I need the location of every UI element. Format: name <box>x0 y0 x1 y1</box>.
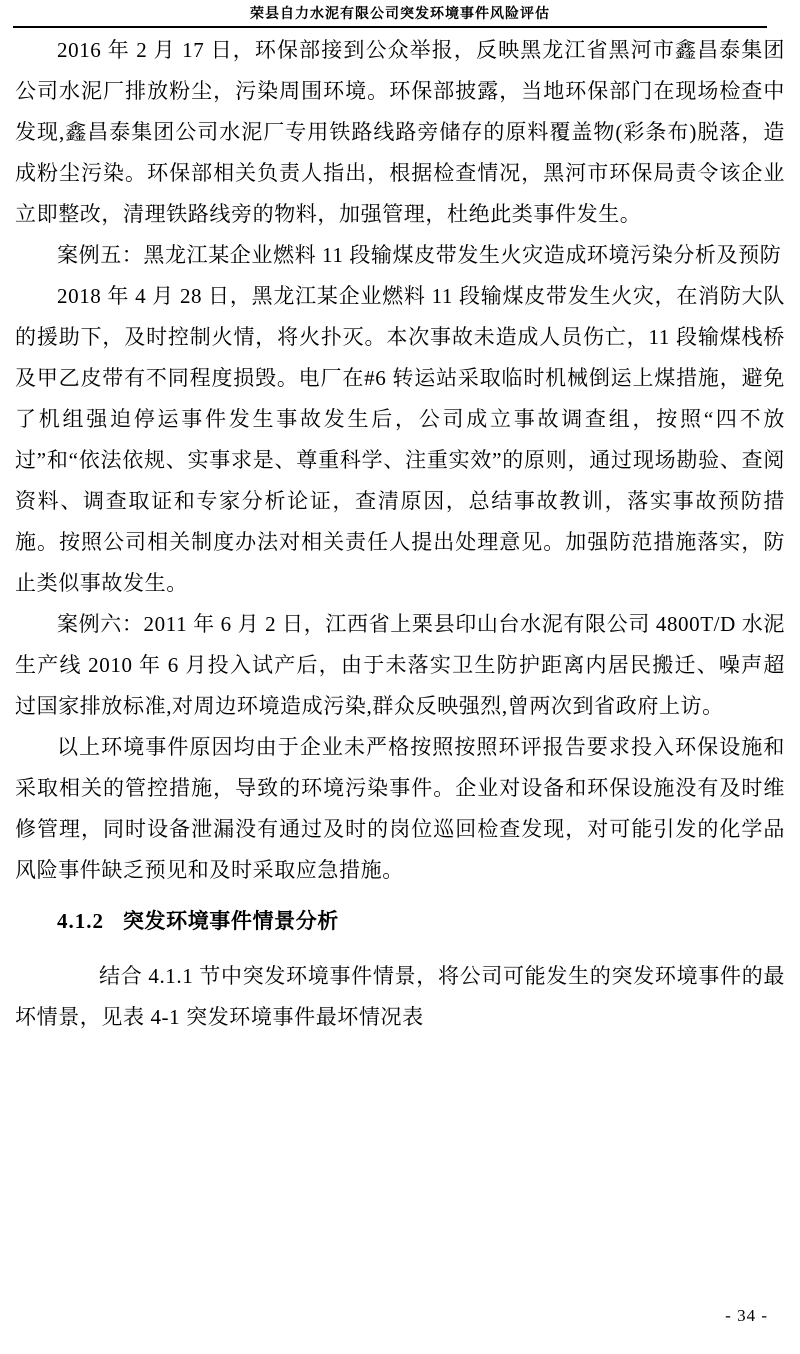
page-footer <box>725 1306 768 1326</box>
section-heading-number: 4.1.2 <box>57 909 104 933</box>
paragraph-incident-2016: 2016 年 2 月 17 日，环保部接到公众举报，反映黑龙江省黑河市鑫昌泰集团公司水泥厂排放粉尘，污染周围环境。环保部披露，当地环保部门在现场检查中发现,鑫昌泰集团公司水泥厂专用铁路线路旁储存的原料覆盖物(彩条布)脱落，造成粉尘污染。环保部相关负责人指出，根据检查情况，黑河市环保局责令该企业立即整改，清理铁路线旁的物料，加强管理，杜绝此类事件发生。 <box>15 38 785 226</box>
paragraph-cause-summary: 以上环境事件原因均由于企业未严格按照按照环评报告要求投入环保设施和采取相关的管控措施，导致的环境污染事件。企业对设备和环保设施没有及时维修管理，同时设备泄漏没有通过及时的岗位巡回检查发现，对可能引发的化学品风险事件缺乏预见和及时采取应急措施。 <box>15 735 785 882</box>
paragraph-case6: 案例六：2011 年 6 月 2 日，江西省上栗县印山台水泥有限公司 4800T/D 水泥生产线 2010 年 6 月投入试产后，由于未落实卫生防护距离内居民搬迁、噪声超过国家排放标准,对周边环境造成污染,群众反映强烈,曾两次到省政府上访。 <box>15 612 785 718</box>
section-heading-title: 突发环境事件情景分析 <box>122 909 339 933</box>
document-body <box>15 30 785 1038</box>
paragraph-scenario-intro: 结合 4.1.1 节中突发环境事件情景，将公司可能发生的突发环境事件的最坏情景，见表 4-1 突发环境事件最坏情况表 <box>15 964 785 1029</box>
paragraph-case5-detail: 2018 年 4 月 28 日，黑龙江某企业燃料 11 段输煤皮带发生火灾，在消防大队的援助下，及时控制火情，将火扑灭。本次事故未造成人员伤亡，11 段输煤栈桥及甲乙皮带有不同程度损毁。电厂在#6 转运站采取临时机械倒运上煤措施，避免了机组强迫停运事件发生事故发生后，公司成立事故调查组，按照“四不放过”和“依法依规、实事求是、尊重科学、注重实效”的原则，通过现场勘验、查阅资料、调查取证和专家分析论证，查清原因，总结事故教训，落实事故预防措施。按照公司相关制度办法对相关责任人提出处理意见。加强防范措施落实，防止类似事故发生。 <box>15 284 785 595</box>
page-number: - 34 - <box>725 1306 768 1325</box>
header-rule <box>13 26 767 28</box>
section-heading-4-1-2 <box>15 901 785 942</box>
page-header <box>15 5 785 25</box>
paragraph-case5-title: 案例五：黑龙江某企业燃料 11 段输煤皮带发生火灾造成环境污染分析及预防 <box>57 243 782 267</box>
header-title: 荣县自力水泥有限公司突发环境事件风险评估 <box>250 7 550 22</box>
